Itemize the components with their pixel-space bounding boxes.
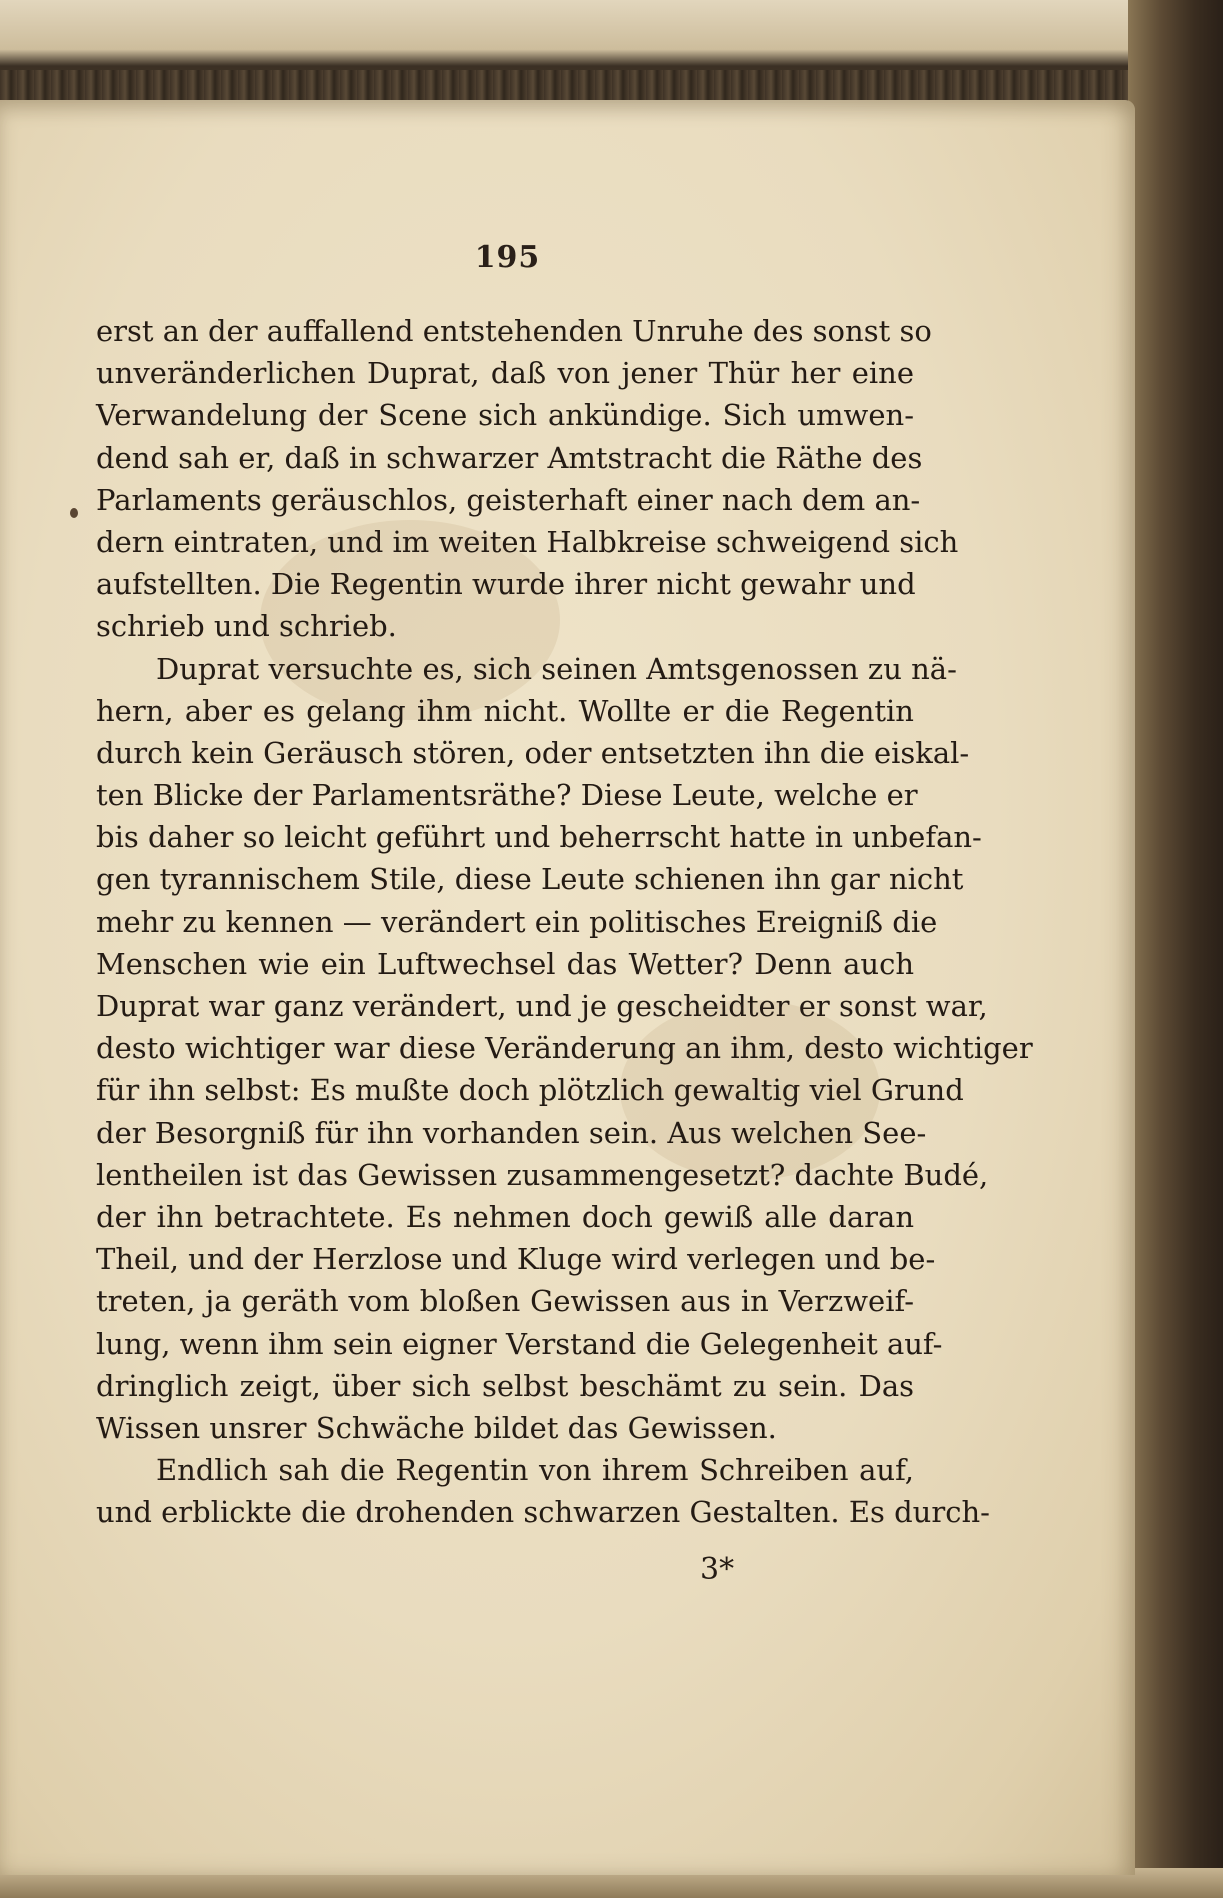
text-line: unveränderlichen Duprat, daß von jener Thür her eine: [96, 356, 914, 391]
text-line: Wissen unsrer Schwäche bildet das Gewissen.: [96, 1410, 777, 1445]
text-line: dringlich zeigt, über sich selbst beschämt zu sein. Das: [96, 1368, 914, 1403]
text-line: und erblickte die drohenden schwarzen Gestalten. Es durch-: [96, 1495, 990, 1530]
text-line: desto wichtiger war diese Veränderung an ihm, desto wichtiger: [96, 1031, 1033, 1066]
text-line: lentheilen ist das Gewissen zusammengesetzt? dachte Budé,: [96, 1157, 989, 1192]
text-line: lung, wenn ihm sein eigner Verstand die Gelegenheit auf-: [96, 1326, 943, 1361]
text-line: dend sah er, daß in schwarzer Amtstracht die Räthe des: [96, 440, 923, 475]
ink-speck: [70, 508, 78, 518]
text-line: durch kein Geräusch stören, oder entsetzten ihn die eiskal-: [96, 735, 970, 770]
text-line: Duprat war ganz verändert, und je gescheidter er sonst war,: [96, 989, 988, 1023]
book-cover-edge: [1128, 0, 1223, 1898]
signature-mark: 3*: [700, 1552, 735, 1587]
text-line: aufstellten. Die Regentin wurde ihrer nicht gewahr und: [96, 567, 916, 602]
text-line: Parlaments geräuschlos, geisterhaft einer nach dem an-: [96, 482, 921, 517]
body-text: [96, 310, 1033, 1533]
text-line: erst an der auffallend entstehenden Unruhe des sonst so: [96, 314, 932, 348]
text-line: bis daher so leicht geführt und beherrscht hatte in unbefan-: [96, 820, 982, 855]
page-paper: [0, 100, 1135, 1875]
text-line: für ihn selbst: Es mußte doch plötzlich gewaltig viel Grund: [96, 1073, 964, 1108]
text-line: schrieb und schrieb.: [96, 609, 397, 644]
page-number: 195: [474, 240, 541, 275]
text-line: treten, ja geräth vom bloßen Gewissen aus in Verzweif-: [96, 1284, 914, 1319]
text-line: Duprat versuchte es, sich seinen Amtsgenossen zu nä-: [156, 651, 957, 686]
text-line: gen tyrannischem Stile, diese Leute schienen ihn gar nicht: [96, 862, 964, 897]
text-line: der ihn betrachtete. Es nehmen doch gewiß alle daran: [96, 1199, 914, 1234]
text-line: dern eintraten, und im weiten Halbkreise schweigend sich: [96, 524, 959, 559]
text-line: ten Blicke der Parlamentsräthe? Diese Leute, welche er: [96, 778, 918, 813]
text-line: Theil, und der Herzlose und Kluge wird verlegen und be-: [96, 1242, 936, 1277]
text-line: Endlich sah die Regentin von ihrem Schreiben auf,: [156, 1453, 914, 1488]
text-line: Verwandelung der Scene sich ankündige. Sich umwen-: [96, 398, 914, 433]
text-line: Menschen wie ein Luftwechsel das Wetter? Denn auch: [96, 946, 914, 981]
text-line: der Besorgniß für ihn vorhanden sein. Aus welchen See-: [96, 1115, 927, 1150]
text-line: hern, aber es gelang ihm nicht. Wollte er die Regentin: [96, 693, 914, 728]
text-line: mehr zu kennen — verändert ein politisches Ereigniß die: [96, 904, 938, 939]
